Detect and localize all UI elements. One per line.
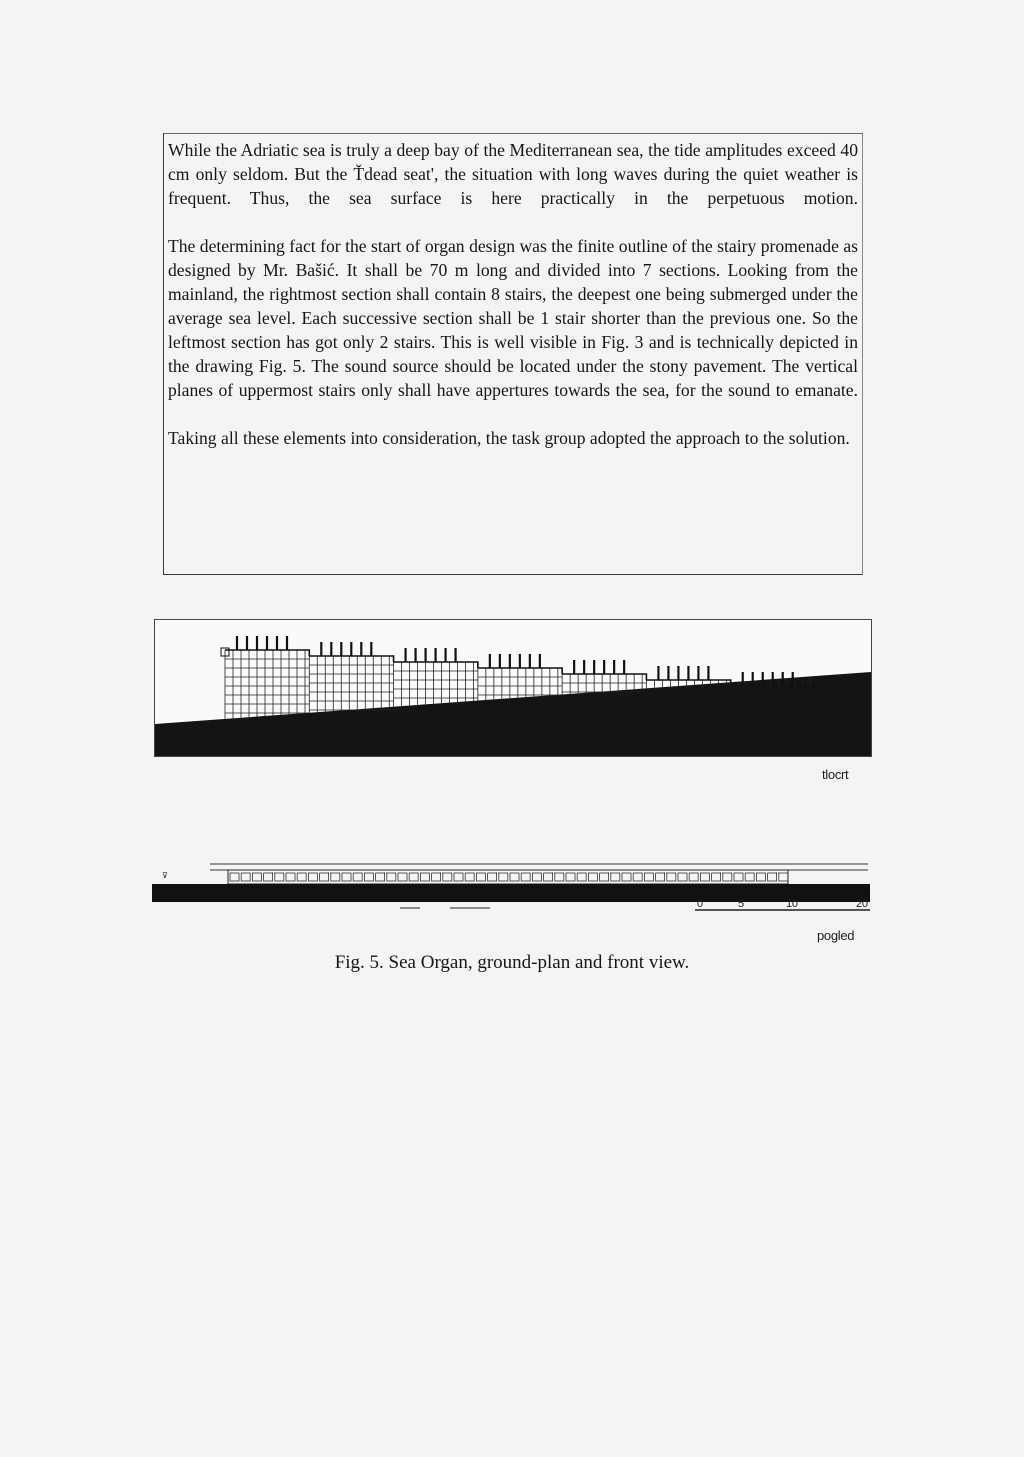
paragraph-3: Taking all these elements into consideration, the task group adopted the approach to the solution.: [168, 428, 850, 448]
paragraph-2: The determining fact for the start of organ design was the finite outline of the stairy promenade as designed by Mr. Bašić. It shall be 70 m long and divided into 7 sections. Looking from the mainland, the rightmost section shall contain 8 stairs, the deepest one being submerged under the average sea level. Each successive section shall be 1 stair shorter than the previous one. So the leftmost section has got only 2 stairs. This is well visible in Fig. 3 and is technically depicted in the drawing Fig. 5. The sound source should be located under the stony pavement. The vertical planes of uppermost stairs only shall have appertures towards the sea, for the sound to emanate.: [168, 236, 858, 400]
elevation-label: tlocrt: [822, 767, 849, 782]
plan-drawing: [150, 850, 880, 920]
scale-tick-20: 20: [856, 898, 868, 910]
paragraph-1: While the Adriatic sea is truly a deep bay of the Mediterranean sea, the tide amplitudes exceed 40 cm only seldom. But the Ťdead seat', the situation with long waves during the quiet weather is frequent. Thus, the sea surface is here practically in the perpetuous motion.: [168, 140, 858, 208]
elevation-svg: [155, 620, 871, 756]
svg-text:⊽: ⊽: [162, 871, 168, 880]
elevation-drawing: [154, 619, 872, 757]
scale-tick-5: 5: [738, 898, 744, 910]
scale-tick-0: 0: [697, 898, 703, 910]
plan-label: pogled: [817, 928, 855, 943]
scale-tick-10: 10: [786, 898, 798, 910]
text-frame: [163, 133, 863, 575]
figure-caption: Fig. 5. Sea Organ, ground-plan and front view.: [334, 952, 690, 973]
